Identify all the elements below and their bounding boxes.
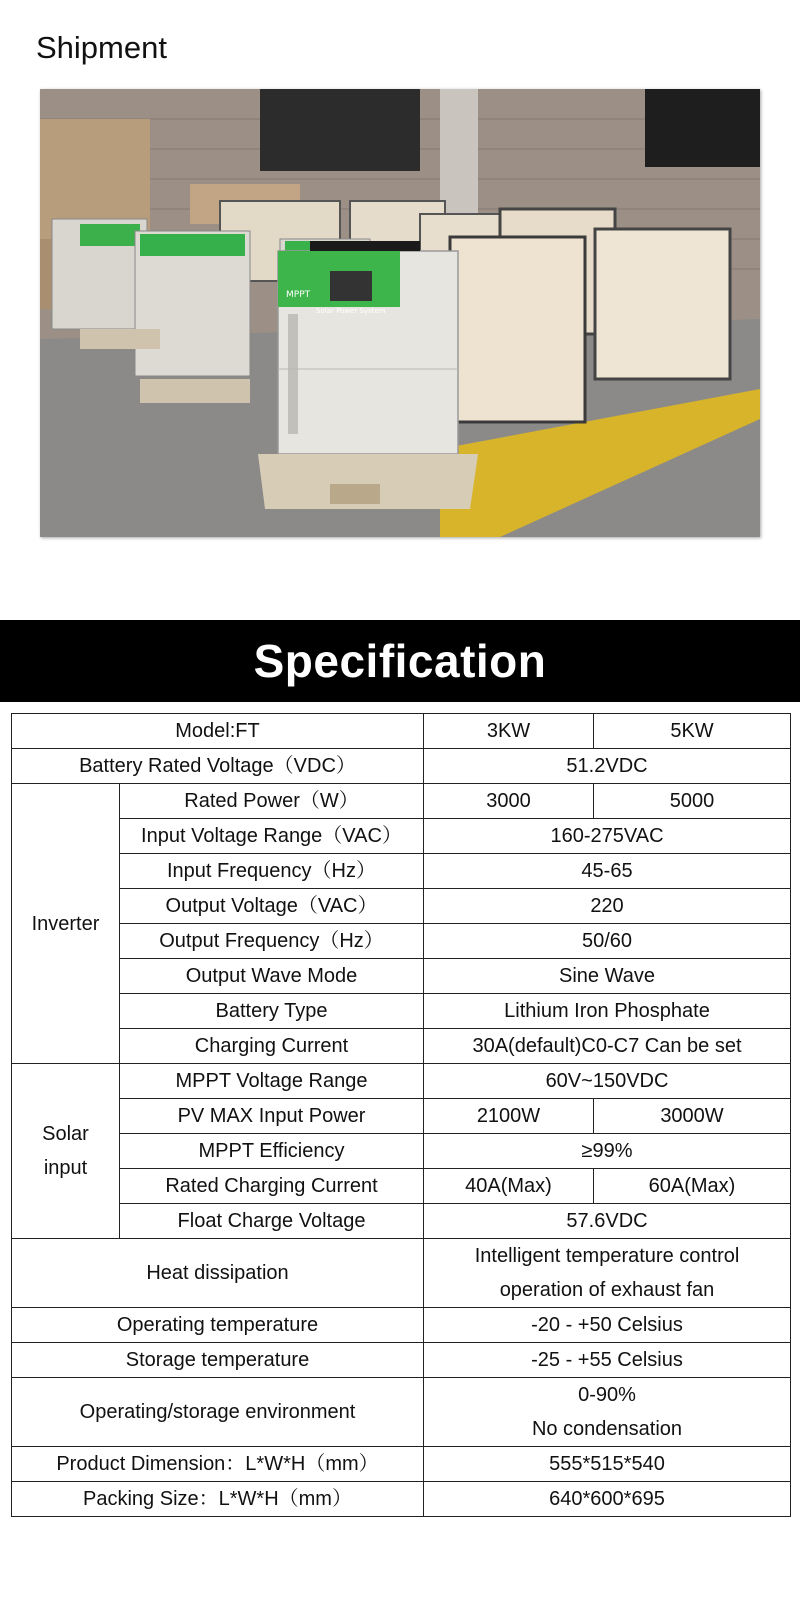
table-row [12,924,791,959]
storage-temperature-label: Storage temperature [12,1343,424,1378]
environment-value [424,1378,791,1447]
table-row [12,1029,791,1064]
table-row [12,1482,791,1517]
mppt-range-label: MPPT Voltage Range [120,1064,424,1099]
operating-temperature-value: -20 - +50 Celsius [424,1308,791,1343]
float-charge-value: 57.6VDC [424,1204,791,1239]
input-voltage-label: Input Voltage Range（VAC） [120,819,424,854]
table-row [12,1169,791,1204]
photo-device-label: Solar Power System [316,307,386,315]
model-label: Model:FT [12,714,424,749]
table-row [12,1308,791,1343]
input-frequency-value: 45-65 [424,854,791,889]
wave-mode-value: Sine Wave [424,959,791,994]
battery-voltage-label: Battery Rated Voltage（VDC） [12,749,424,784]
table-row [12,749,791,784]
output-voltage-label: Output Voltage（VAC） [120,889,424,924]
solar-input-group-label [12,1064,120,1239]
shipment-title: Shipment [36,30,167,65]
inverter-group-label: Inverter [12,784,120,1064]
table-row [12,1343,791,1378]
table-row [12,1447,791,1482]
table-row [12,784,791,819]
input-frequency-label: Input Frequency（Hz） [120,854,424,889]
solar-group-line2: input [43,1157,88,1179]
operating-temperature-label: Operating temperature [12,1308,424,1343]
solar-group-line1: Solar [42,1123,89,1145]
rated-power-3kw: 3000 [424,784,594,819]
specification-title: Specification [253,635,547,687]
table-row [12,1378,791,1447]
mppt-efficiency-value: ≥99% [424,1134,791,1169]
output-voltage-value: 220 [424,889,791,924]
table-row [12,1204,791,1239]
table-row [12,714,791,749]
table-row [12,819,791,854]
photo-device-brand: MPPT [286,290,311,300]
packing-size-value: 640*600*695 [424,1482,791,1517]
rated-charging-3kw: 40A(Max) [424,1169,594,1204]
output-frequency-label: Output Frequency（Hz） [120,924,424,959]
specification-table [11,713,791,1517]
table-row [12,1099,791,1134]
pv-max-5kw: 3000W [594,1099,791,1134]
model-3kw: 3KW [424,714,594,749]
product-dimension-value: 555*515*540 [424,1447,791,1482]
output-frequency-value: 50/60 [424,924,791,959]
charging-current-label: Charging Current [120,1029,424,1064]
mppt-range-value: 60V~150VDC [424,1064,791,1099]
float-charge-label: Float Charge Voltage [120,1204,424,1239]
pv-max-label: PV MAX Input Power [120,1099,424,1134]
table-row [12,1134,791,1169]
env-value-line1: 0-90% [578,1384,636,1406]
table-row [12,1064,791,1099]
rated-power-5kw: 5000 [594,784,791,819]
battery-type-label: Battery Type [120,994,424,1029]
mppt-efficiency-label: MPPT Efficiency [120,1134,424,1169]
table-row [12,854,791,889]
battery-voltage-value: 51.2VDC [424,749,791,784]
table-row [12,889,791,924]
rated-charging-5kw: 60A(Max) [594,1169,791,1204]
model-5kw: 5KW [594,714,791,749]
environment-label: Operating/storage environment [12,1378,424,1447]
table-row [12,994,791,1029]
rated-power-label: Rated Power（W） [120,784,424,819]
wave-mode-label: Output Wave Mode [120,959,424,994]
heat-dissipation-value [424,1239,791,1308]
rated-charging-label: Rated Charging Current [120,1169,424,1204]
heat-value-line1: Intelligent temperature control [474,1245,740,1267]
battery-type-value: Lithium Iron Phosphate [424,994,791,1029]
table-row [12,959,791,994]
table-row [12,1239,791,1308]
storage-temperature-value: -25 - +55 Celsius [424,1343,791,1378]
heat-value-line2: operation of exhaust fan [499,1279,715,1301]
input-voltage-value: 160-275VAC [424,819,791,854]
pv-max-3kw: 2100W [424,1099,594,1134]
specification-banner [0,620,800,702]
heat-dissipation-label: Heat dissipation [12,1239,424,1308]
packing-size-label: Packing Size：L*W*H（mm） [12,1482,424,1517]
charging-current-value: 30A(default)C0-C7 Can be set [424,1029,791,1064]
shipment-photo [40,89,760,537]
product-dimension-label: Product Dimension：L*W*H（mm） [12,1447,424,1482]
env-value-line2: No condensation [531,1418,683,1440]
